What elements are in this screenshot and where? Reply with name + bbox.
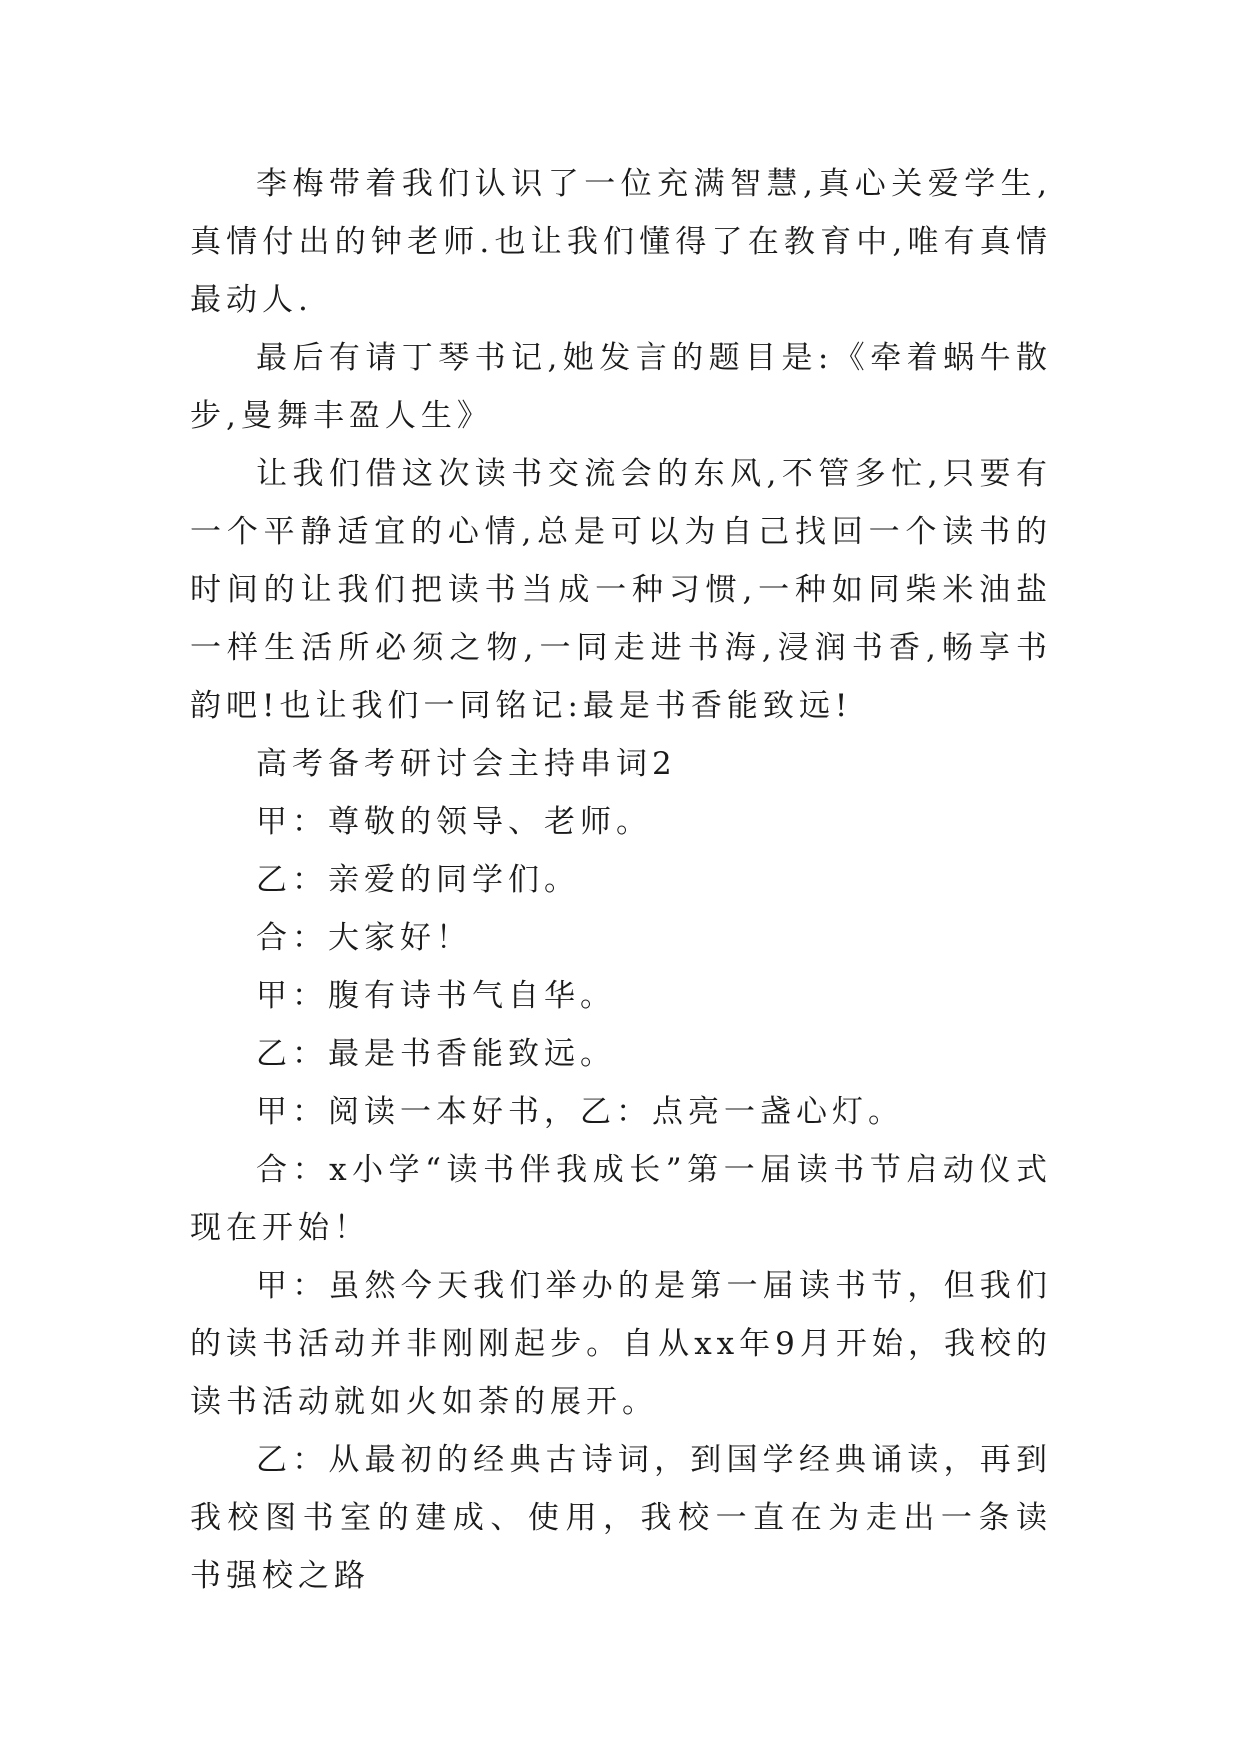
dialogue-line: 乙：从最初的经典古诗词，到国学经典诵读，再到我校图书室的建成、使用，我校一直在为走出一条读书强校之路 bbox=[190, 1442, 1052, 1594]
dialogue-line: 合：大家好！ bbox=[256, 920, 472, 956]
dialogue-line: 乙：亲爱的同学们。 bbox=[256, 862, 580, 898]
dialogue-line: 乙：最是书香能致远。 bbox=[256, 1036, 616, 1072]
dialogue-line: 甲：虽然今天我们举办的是第一届读书节，但我们的读书活动并非刚刚起步。自从xx年9月开始，我校的读书活动就如火如荼的展开。 bbox=[190, 1268, 1052, 1420]
paragraph: 李梅带着我们认识了一位充满智慧,真心关爱学生,真情付出的钟老师.也让我们懂得了在教育中,唯有真情最动人. bbox=[190, 166, 1052, 318]
dialogue-line: 合：x小学“读书伴我成长”第一届读书节启动仪式现在开始！ bbox=[190, 1152, 1052, 1246]
dialogue-line: 甲：腹有诗书气自华。 bbox=[256, 978, 616, 1014]
paragraph: 最后有请丁琴书记,她发言的题目是:《牵着蜗牛散步,曼舞丰盈人生》 bbox=[190, 340, 1052, 434]
dialogue-line: 甲：阅读一本好书，乙：点亮一盏心灯。 bbox=[256, 1094, 904, 1130]
document-body bbox=[190, 155, 1052, 1605]
dialogue-line: 甲：尊敬的领导、老师。 bbox=[256, 804, 652, 840]
paragraph: 让我们借这次读书交流会的东风,不管多忙,只要有一个平静适宜的心情,总是可以为自己找回一个读书的时间的让我们把读书当成一种习惯,一种如同柴米油盐一样生活所必须之物,一同走进书海,浸润书香,畅享书韵吧!也让我们一同铭记:最是书香能致远! bbox=[190, 456, 1052, 724]
section-heading: 高考备考研讨会主持串词2 bbox=[256, 746, 677, 782]
